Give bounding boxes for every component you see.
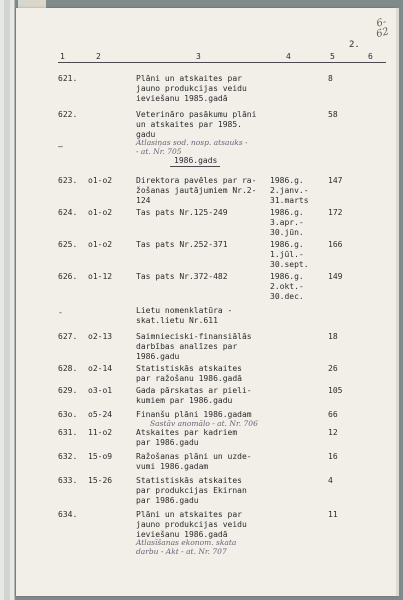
title-line: kumiem par 1986.gadu xyxy=(136,396,233,405)
row-title xyxy=(136,272,272,282)
title-line: ieviešanu 1986.gadā xyxy=(136,530,228,539)
title-line: par produkcijas Ekirnan xyxy=(136,486,247,495)
title-line: Direktora pavēles par ra- xyxy=(136,176,257,185)
row-number: 625. xyxy=(58,240,78,249)
binder-strip xyxy=(4,0,10,600)
row-number: 621. xyxy=(58,74,78,83)
row-code: 15-o9 xyxy=(88,452,113,461)
row-number: - xyxy=(58,308,63,317)
row-code: o1-o2 xyxy=(88,240,113,249)
row-title xyxy=(136,386,272,406)
title-line: 124 xyxy=(136,196,151,205)
date-line: 30.dec. xyxy=(270,292,304,301)
title-line: 1986.gadu xyxy=(136,352,180,361)
row-count: 166 xyxy=(328,240,343,249)
page-number: 2. xyxy=(349,40,360,50)
folio-number: 6-62 xyxy=(375,16,391,41)
title-line: gadu xyxy=(136,130,156,139)
row-number: 629. xyxy=(58,386,78,395)
year-heading-rule xyxy=(170,166,220,167)
row-title xyxy=(136,176,272,206)
row-title xyxy=(136,510,272,540)
row-count: 147 xyxy=(328,176,343,185)
handwritten-note xyxy=(136,538,236,556)
row-title xyxy=(136,110,272,140)
row-code: o1-o2 xyxy=(88,208,113,217)
title-line: Tas pats Nr.252-371 xyxy=(136,240,228,249)
date-line: 1986.g. xyxy=(270,240,304,249)
row-code: o2-14 xyxy=(88,364,113,373)
row-code: 15-26 xyxy=(88,476,113,485)
title-line: Lietu nomenklatūra - xyxy=(136,306,233,315)
date-line: 30.jūn. xyxy=(270,228,304,237)
title-line: darbības analīzes par xyxy=(136,342,238,351)
title-line: par 1986.gadu xyxy=(136,438,199,447)
row-code: o1-12 xyxy=(88,272,113,281)
column-header-6: 6 xyxy=(368,52,373,61)
row-count: 4 xyxy=(328,476,333,485)
date-line: 2.janv.- xyxy=(270,186,309,195)
column-header-2: 2 xyxy=(96,52,101,61)
row-number: 63o. xyxy=(58,410,78,419)
handwritten-line: Atlasīšanas ekonom. skata xyxy=(136,538,237,547)
row-number: 634. xyxy=(58,510,78,519)
row-title xyxy=(136,332,272,362)
date-line: 1986.g. xyxy=(270,176,304,185)
title-line: Finanšu plāni 1986.gadam xyxy=(136,410,252,419)
title-line: jauno produkcijas veidu xyxy=(136,520,247,529)
title-line: par ražošanu 1986.gadā xyxy=(136,374,242,383)
row-number: 631. xyxy=(58,428,78,437)
row-number: 633. xyxy=(58,476,78,485)
title-line: žošanas jautājumiem Nr.2- xyxy=(136,186,257,195)
row-count: 8 xyxy=(328,74,333,83)
date-line: 2.okt.- xyxy=(270,282,304,291)
title-line: Saimnieciski-finansiālās xyxy=(136,332,252,341)
date-line: 3.apr.- xyxy=(270,218,304,227)
title-line: Gada pārskatas ar pieli- xyxy=(136,386,252,395)
title-line: Ražošanas plāni un uzde- xyxy=(136,452,252,461)
column-header-5: 5 xyxy=(330,52,335,61)
row-dates xyxy=(270,176,326,206)
row-title xyxy=(136,306,272,326)
row-code: o1-o2 xyxy=(88,176,113,185)
row-number: 628. xyxy=(58,364,78,373)
row-dates xyxy=(270,240,326,270)
row-dates xyxy=(270,208,326,238)
date-line: 30.sept. xyxy=(270,260,309,269)
row-count: 172 xyxy=(328,208,343,217)
row-count: 18 xyxy=(328,332,338,341)
title-line: un atskaites par 1985. xyxy=(136,120,242,129)
column-header-3: 3 xyxy=(196,52,201,61)
row-number: 632. xyxy=(58,452,78,461)
row-dates xyxy=(270,272,326,302)
title-line: vumi 1986.gadam xyxy=(136,462,209,471)
title-line: Atskaites par kadriem xyxy=(136,428,238,437)
date-line: 1986.g. xyxy=(270,272,304,281)
row-count: 26 xyxy=(328,364,338,373)
column-header-1: 1 xyxy=(60,52,65,61)
handwritten-line: Atlasiņas sod. nosp. atsauks - xyxy=(136,138,248,147)
handwritten-note: Sastāv anomālo - at. Nr. 706 xyxy=(150,419,258,428)
title-line: ieviešanu 1985.gadā xyxy=(136,94,228,103)
paper-tab xyxy=(18,0,46,8)
row-number: 622. xyxy=(58,110,78,119)
row-count: 105 xyxy=(328,386,343,395)
row-title xyxy=(136,74,272,104)
row-count: 11 xyxy=(328,510,338,519)
handwritten-line: darbu - Akt - at. Nr. 707 xyxy=(136,547,227,556)
date-line: 1986.g. xyxy=(270,208,304,217)
row-count: 16 xyxy=(328,452,338,461)
page-edge xyxy=(396,8,399,596)
title-line: Tas pats Nr.372-482 xyxy=(136,272,228,281)
title-line: Statistiskās atskaites xyxy=(136,364,242,373)
row-code: o5-24 xyxy=(88,410,113,419)
title-line: par 1986.gadu xyxy=(136,496,199,505)
row-number: 624. xyxy=(58,208,78,217)
binder-edge xyxy=(0,0,15,600)
row-title xyxy=(136,476,272,506)
header-rule xyxy=(58,62,386,63)
date-line: 31.marts xyxy=(270,196,309,205)
title-line: jauno produkcijas veidu xyxy=(136,84,247,93)
row-number: 623. xyxy=(58,176,78,185)
title-line: skat.lietu Nr.611 xyxy=(136,316,218,325)
row-title xyxy=(136,428,272,448)
row-number: 627. xyxy=(58,332,78,341)
row-title xyxy=(136,208,272,218)
title-line: Statistiskās atskaites xyxy=(136,476,242,485)
row-dash: — xyxy=(58,142,63,151)
title-line: Veterināro pasākumu plāni xyxy=(136,110,257,119)
handwritten-note xyxy=(136,138,248,156)
row-code: o3-o1 xyxy=(88,386,113,395)
title-line: Tas pats Nr.125-249 xyxy=(136,208,228,217)
row-code: 11-o2 xyxy=(88,428,113,437)
row-count: 12 xyxy=(328,428,338,437)
column-header-4: 4 xyxy=(286,52,291,61)
row-count: 66 xyxy=(328,410,338,419)
title-line: Plāni un atskaites par xyxy=(136,510,242,519)
handwritten-line: - at. Nr. 705 xyxy=(136,147,182,156)
title-line: Plāni un atskaites par xyxy=(136,74,242,83)
date-line: 1.jūl.- xyxy=(270,250,304,259)
row-title xyxy=(136,452,272,472)
row-title xyxy=(136,364,272,384)
row-count: 58 xyxy=(328,110,338,119)
year-heading: 1986.gads xyxy=(174,156,218,165)
row-title xyxy=(136,240,272,250)
row-number: 626. xyxy=(58,272,78,281)
row-count: 149 xyxy=(328,272,343,281)
row-code: o2-13 xyxy=(88,332,113,341)
